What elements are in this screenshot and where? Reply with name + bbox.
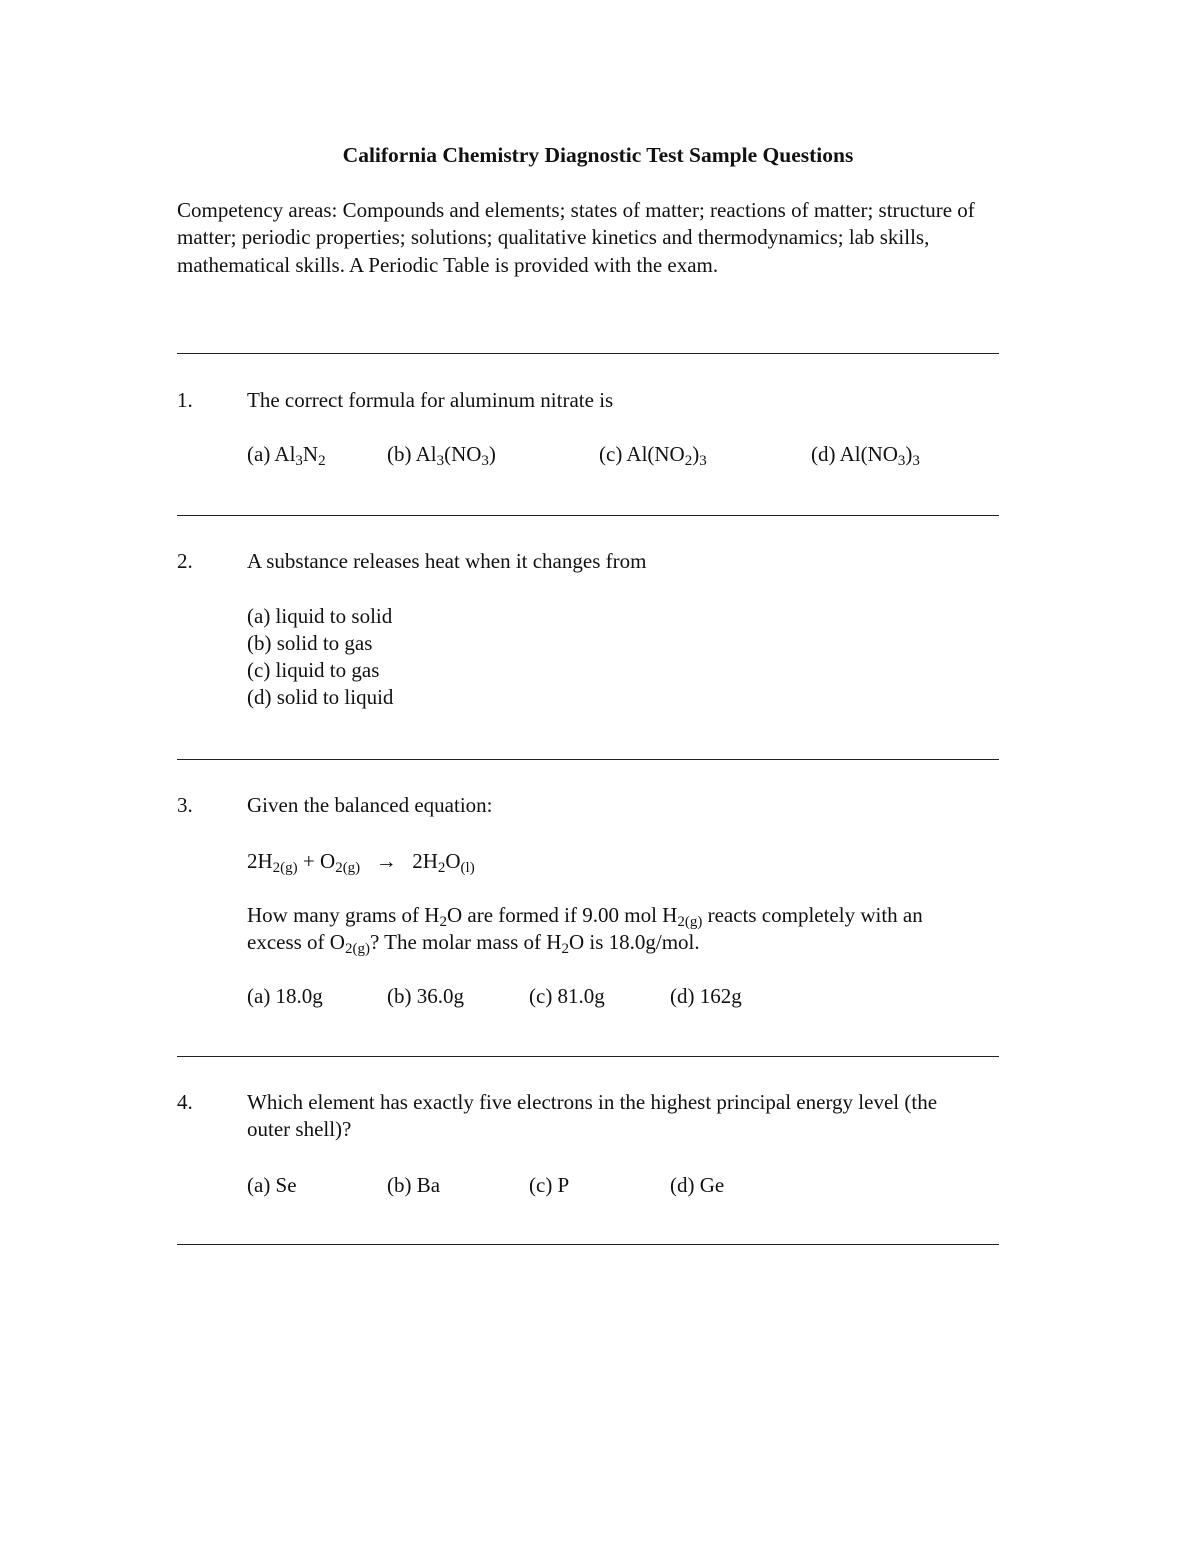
question-text: The correct formula for aluminum nitrate is <box>247 388 614 412</box>
question-text: A substance releases heat when it changes from <box>247 549 647 573</box>
question-text-line-2: excess of $O_{2(g)}$? The molar mass of $H_2O$ is 18.0g/mol. <box>247 930 700 957</box>
page-title: California Chemistry Diagnostic Test Sample Questions <box>342 143 854 167</box>
question-number: 4. <box>177 1090 193 1114</box>
option-d: (d) $Al(NO_3)_3$ <box>811 442 920 469</box>
question-number: 3. <box>177 793 193 817</box>
option-d: (d) Ge <box>670 1173 725 1197</box>
option-d: (d) solid to liquid <box>247 685 394 709</box>
option-a: (a) liquid to solid <box>247 604 393 628</box>
balanced-equation: $2H_{2(g)} + O_{2(g)} \to 2H_2O_{(l)}$ <box>247 849 475 876</box>
option-b: (b) $Al_3(NO_3)$ <box>387 442 496 469</box>
option-b: (b) 36.0g <box>387 984 464 1008</box>
option-c: (c) 81.0g <box>529 984 605 1008</box>
divider <box>177 1056 999 1057</box>
question-text: Given the balanced equation: <box>247 793 493 817</box>
question-text-line-1: Which element has exactly five electrons in the highest principal energy level (the <box>247 1090 938 1114</box>
option-a: (a) 18.0g <box>247 984 323 1008</box>
question-number: 2. <box>177 549 193 573</box>
competency-intro: Competency areas: Compounds and elements; states of matter; reactions of matter; structure of matter; periodic properties; solutions; qualitative kinetics and thermodynamics; lab skills, mathematical skills. A Periodic Table is provided with the exam. <box>177 198 975 277</box>
option-a: (a) Se <box>247 1173 297 1197</box>
divider <box>177 1244 999 1245</box>
option-d: (d) 162g <box>670 984 742 1008</box>
arrow-icon: → <box>375 849 397 873</box>
divider <box>177 515 999 516</box>
option-c: (c) $Al(NO_2)_3$ <box>599 442 707 469</box>
question-text-line-2: outer shell)? <box>247 1117 352 1141</box>
divider <box>177 759 999 760</box>
question-number: 1. <box>177 388 193 412</box>
divider <box>177 353 999 354</box>
option-c: (c) P <box>529 1173 570 1197</box>
option-c: (c) liquid to gas <box>247 658 380 682</box>
option-a: (a) $Al_3N_2$ <box>247 442 326 469</box>
option-b: (b) solid to gas <box>247 631 373 655</box>
option-b: (b) Ba <box>387 1173 441 1197</box>
question-text-line-1: How many grams of $H_2O$ are formed if 9.00 mol $H_{2(g)}$ reacts completely with an <box>247 903 923 930</box>
